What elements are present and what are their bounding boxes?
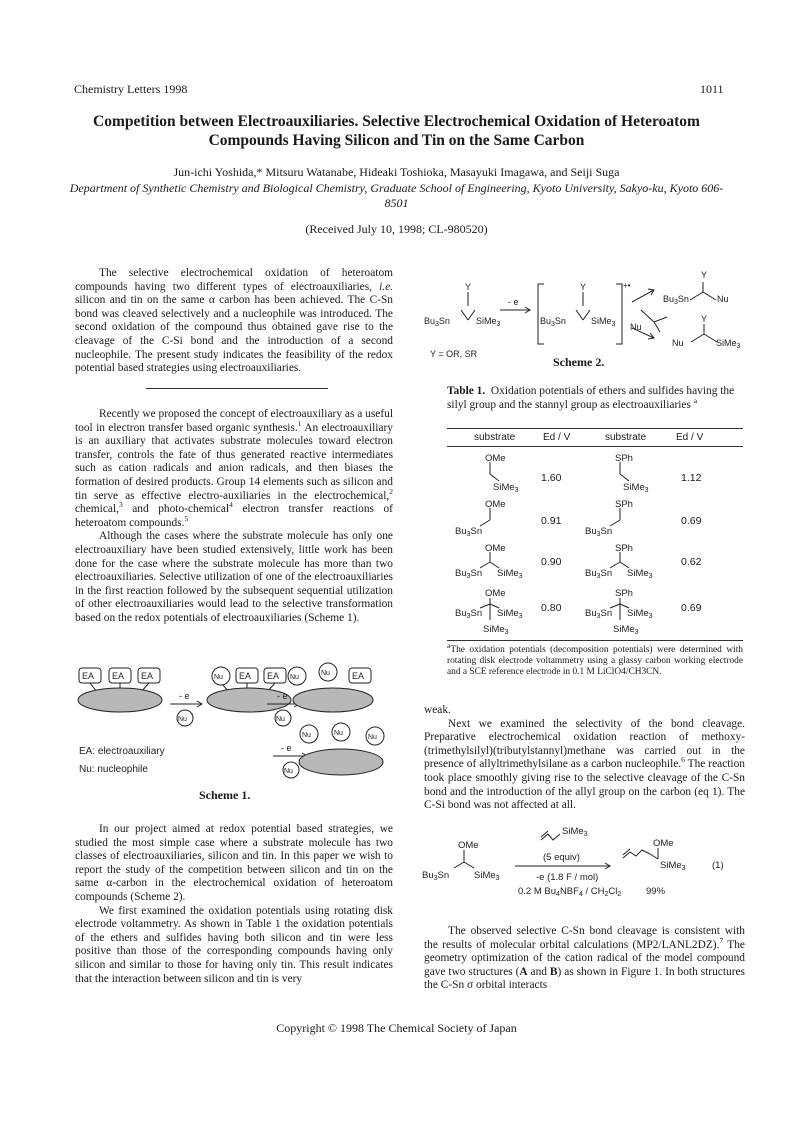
svg-text:OMe: OMe bbox=[485, 499, 506, 510]
svg-text:Bu3Sn: $Bu_3Sn$ bbox=[455, 526, 483, 538]
svg-text:EA: EA bbox=[112, 671, 125, 681]
ed-value-right-2: 0.69 bbox=[681, 515, 702, 527]
journal-header: Chemistry Letters 1998 bbox=[74, 82, 188, 96]
table-footnote: $^a$The oxidation potentials (decomposition potentials) were determined with rotating disk electrode voltammetry using a glassy carbon working electrode and a SCE reference electrode in 0.1 M LiClO4/CH3CN. bbox=[447, 640, 743, 677]
svg-text:- e: - e bbox=[277, 691, 288, 701]
table-header-rule bbox=[447, 446, 743, 447]
svg-text:Nu: Nu bbox=[321, 670, 330, 677]
svg-text:EA: electroauxiliary: EA: electroauxiliary bbox=[79, 746, 165, 757]
svg-text:EA: EA bbox=[352, 671, 365, 681]
scheme-1 bbox=[75, 662, 395, 802]
svg-text:SiMe3: SiMe$_3$ bbox=[591, 316, 616, 328]
svg-text:- e: - e bbox=[508, 297, 519, 307]
svg-text:SiMe3: SiMe$_3$ bbox=[627, 568, 653, 580]
svg-text:-e (1.8 F / mol): -e (1.8 F / mol) bbox=[536, 872, 599, 883]
svg-text:Y: Y bbox=[465, 282, 472, 292]
svg-text:(1): (1) bbox=[712, 860, 724, 871]
svg-text:SiMe3: SiMe$_3$ bbox=[497, 608, 523, 620]
svg-text:Bu3Sn: $Bu_3Sn$ bbox=[663, 294, 689, 306]
table-header-substrate-1: substrate bbox=[474, 432, 516, 443]
ed-value-left-3: 0.90 bbox=[541, 556, 562, 568]
ed-value-left-4: 0.80 bbox=[541, 602, 562, 614]
equation-1 bbox=[420, 824, 750, 896]
svg-text:Bu3Sn: $Bu_3Sn$ bbox=[585, 526, 613, 538]
svg-text:Nu: Nu bbox=[214, 674, 223, 681]
ed-value-right-3: 0.62 bbox=[681, 556, 702, 568]
svg-text:SPh: SPh bbox=[615, 453, 633, 464]
svg-text:SiMe3: SiMe$_3$ bbox=[562, 826, 588, 838]
svg-text:Nu: Nu bbox=[276, 716, 285, 723]
received-date: (Received July 10, 1998; CL-980520) bbox=[305, 222, 488, 236]
svg-text:Y: Y bbox=[701, 270, 708, 280]
svg-text:Nu: Nu bbox=[368, 734, 377, 741]
ed-value-right-4: 0.69 bbox=[681, 602, 702, 614]
svg-text:(5 equiv): (5 equiv) bbox=[543, 852, 580, 863]
svg-text:Bu3Sn: $Bu_3Sn$ bbox=[585, 608, 613, 620]
svg-text:Nu: nucleophile: Nu: nucleophile bbox=[79, 764, 148, 775]
svg-text:SPh: SPh bbox=[615, 588, 633, 599]
page-number: 1011 bbox=[700, 82, 724, 96]
svg-text:Y = OR, SR: Y = OR, SR bbox=[430, 349, 478, 359]
svg-text:Nu: Nu bbox=[717, 294, 729, 304]
scheme-2 bbox=[420, 262, 750, 362]
svg-text:SiMe3: SiMe$_3$ bbox=[716, 338, 741, 350]
svg-text:SiMe3: SiMe$_3$ bbox=[497, 568, 523, 580]
svg-text:Bu3Sn: $Bu_3Sn$ bbox=[424, 316, 450, 328]
svg-text:OMe: OMe bbox=[485, 453, 506, 464]
table-header-ed-2: Ed / V bbox=[676, 432, 704, 443]
body-text-right-2: The observed selective C-Sn bond cleavage is consistent with the results of molecular orbital calculations (MP2/LANL2DZ).$^7$ The geometry optimization of the cation radical of the model compound gave two structures (A and B) as shown in Figure 1. In both structures the C-Sn σ orbital interacts bbox=[424, 925, 745, 992]
svg-text:SPh: SPh bbox=[615, 543, 633, 554]
svg-text:EA: EA bbox=[141, 671, 154, 681]
svg-text:Nu: Nu bbox=[334, 730, 343, 737]
svg-text:+•: +• bbox=[623, 281, 631, 290]
svg-text:99%: 99% bbox=[646, 886, 666, 896]
svg-text:Nu: Nu bbox=[290, 674, 299, 681]
affiliation: Department of Synthetic Chemistry and Biological Chemistry, Graduate School of Engineering, Kyoto University, Sakyo-ku, Kyoto 606-8501 bbox=[69, 181, 724, 210]
svg-text:EA: EA bbox=[267, 671, 280, 681]
body-text-left: In our project aimed at redox potential based strategies, we studied the most simple case where a substrate molecule has two classes of electroauxiliaries, silicon and tin. In this paper we wish to report the study of the competition between silicon and tin on the same α-carbon in the electrochemical oxidation of heteroatom compounds (Scheme 2). We first examined the oxidation potentials using rotating disk electrode voltammetry. As shown in Table 1 the oxidation potentials of the ethers and sulfides having both silicon and tin were less positive than those of the corresponding compounds having only silicon and similar to those for having only tin. This result indicates that the interaction between silicon and tin is very bbox=[75, 823, 393, 985]
svg-text:SPh: SPh bbox=[615, 499, 633, 510]
svg-text:Bu3Sn: $Bu_3Sn$ bbox=[455, 608, 483, 620]
abstract: The selective electrochemical oxidation of heteroatom compounds having two different types of electroauxiliaries, i.e. silicon and tin on the same α carbon has been achieved. The C-Sn bond was cleaved selectively and a nucleophile was introduced. The second oxidation of the compound thus obtained gave rise to the cleavage of the C-Si bond and the introduction of a second nucleophile. The present study indicates the feasibility of the redox potential based strategies using electroauxiliaries. bbox=[75, 267, 393, 375]
svg-text:SiMe3: SiMe$_3$ bbox=[623, 482, 649, 494]
svg-text:Nu: Nu bbox=[302, 732, 311, 739]
svg-text:Nu: Nu bbox=[630, 322, 642, 332]
svg-text:SiMe3: SiMe$_3$ bbox=[627, 608, 653, 620]
body-text-right: weak. Next we examined the selectivity of the bond cleavage. Preparative electrochemical oxidation reaction of methoxy-(trimethylsilyl)(tributylstannyl)methane was carried out in the presence of allyltrimethylsilane as a carbon nucleophile.$^6$ The reaction took place smoothly giving rise to the selective cleavage of the C-Sn bond and the introduction of the allyl group on the carbon (eq 1). The C-Si bond was not affected at all. bbox=[424, 704, 745, 812]
author-list: Jun-ichi Yoshida,* Mitsuru Watanabe, Hideaki Toshioka, Masayuki Imagawa, and Seiji Suga bbox=[173, 165, 620, 179]
svg-text:0.2 M Bu4NBF4 / CH2Cl2: 0.2 M $Bu_4NBF_4 / CH_2Cl_2$ bbox=[518, 886, 622, 896]
table-top-rule bbox=[447, 428, 743, 429]
svg-text:SiMe3: SiMe$_3$ bbox=[660, 860, 686, 872]
svg-text:SiMe3: SiMe$_3$ bbox=[613, 624, 639, 636]
svg-text:Nu: Nu bbox=[672, 338, 684, 348]
svg-text:- e: - e bbox=[281, 743, 292, 753]
svg-text:Nu: Nu bbox=[178, 716, 187, 723]
scheme-2-caption: Scheme 2. bbox=[553, 355, 605, 369]
svg-text:OMe: OMe bbox=[485, 543, 506, 554]
svg-text:Y: Y bbox=[701, 314, 708, 324]
table-header-substrate-2: substrate bbox=[605, 432, 647, 443]
svg-text:EA: EA bbox=[239, 671, 252, 681]
svg-text:OMe: OMe bbox=[485, 588, 506, 599]
ed-value-right-1: 1.12 bbox=[681, 472, 702, 484]
scheme-1-caption: Scheme 1. bbox=[199, 788, 251, 802]
copyright-footer: Copyright © 1998 The Chemical Society of Japan bbox=[276, 1021, 517, 1035]
table-header-ed-1: Ed / V bbox=[543, 432, 571, 443]
svg-text:SiMe3: SiMe$_3$ bbox=[474, 870, 500, 882]
svg-text:Bu3Sn: $Bu_3Sn$ bbox=[422, 870, 450, 882]
svg-text:Nu: Nu bbox=[284, 768, 293, 775]
paper-title: Competition between Electroauxiliaries. Selective Electrochemical Oxidation of Heteroatom Compounds Having Silicon and Tin on the Same Carbon bbox=[93, 113, 700, 149]
ed-value-left-1: 1.60 bbox=[541, 472, 562, 484]
abstract-divider bbox=[146, 388, 328, 389]
svg-text:EA: EA bbox=[82, 671, 95, 681]
table-bottom-rule bbox=[447, 640, 743, 641]
svg-text:OMe: OMe bbox=[653, 838, 674, 849]
svg-text:Y: Y bbox=[580, 282, 587, 292]
table-1-caption: Table 1. Oxidation potentials of ethers and sulfides having the silyl group and the stannyl group as electroauxiliaries $^a$ bbox=[447, 385, 735, 411]
svg-text:Bu3Sn: $Bu_3Sn$ bbox=[455, 568, 483, 580]
svg-text:SiMe3: SiMe$_3$ bbox=[483, 624, 509, 636]
svg-text:Bu3Sn: $Bu_3Sn$ bbox=[585, 568, 613, 580]
svg-text:SiMe3: SiMe$_3$ bbox=[476, 316, 501, 328]
svg-text:SiMe3: SiMe$_3$ bbox=[493, 482, 519, 494]
svg-text:Bu3Sn: $Bu_3Sn$ bbox=[540, 316, 566, 328]
svg-text:- e: - e bbox=[179, 691, 190, 701]
ed-value-left-2: 0.91 bbox=[541, 515, 562, 527]
intro-text: Recently we proposed the concept of electroauxiliary as a useful tool in electron transfer based organic synthesis.$^1$ An electroauxiliary is an auxiliary that activates substrate molecules toward electron transfer, controls the fate of thus generated reactive intermediates such as cation radicals and anion radicals, and then biases the formation of desired products. Group 14 elements such as silicon and tin serve as effective electro-auxiliaries in the electrochemical,$^2$ chemical,$^3$ and photo-chemical$^4$ electron transfer reactions of heteroatom compounds.$^5$ Although the cases where the substrate molecule has only one electroauxiliary have been studied extensively, little work has been done for the case where the substrate molecule has more than two electroauxiliaries. Selective utilization of one of the electroauxiliaries in the first reaction followed by the subsequent sequential utilization of other electroauxiliaries would lead to the selective transformation based on the redox potentials of electroauxiliaries (Scheme 1). bbox=[75, 408, 393, 624]
svg-text:OMe: OMe bbox=[458, 840, 479, 851]
